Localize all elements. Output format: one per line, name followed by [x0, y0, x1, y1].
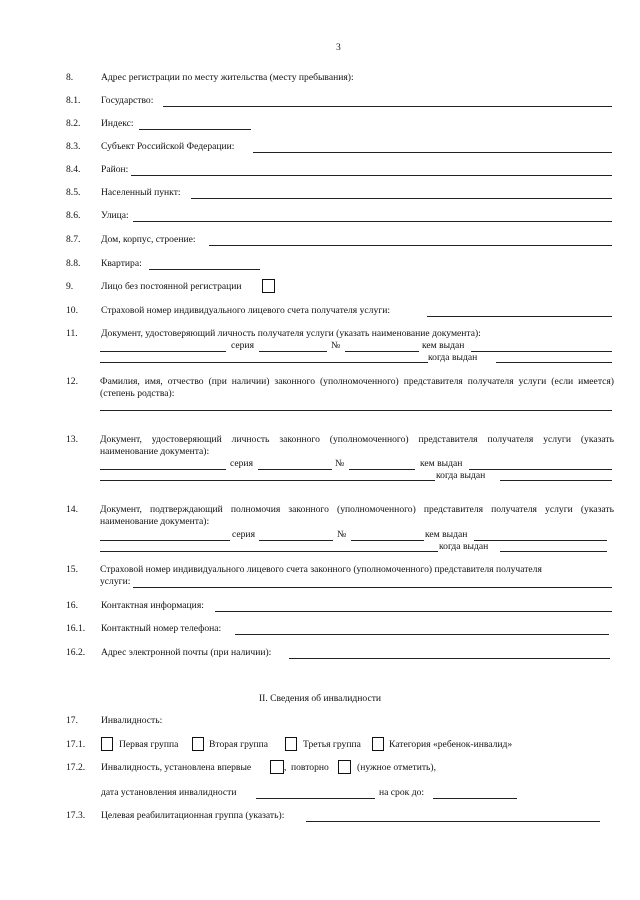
- group-3-checkbox[interactable]: [285, 737, 297, 751]
- document-name-field[interactable]: [100, 469, 226, 470]
- issue-date-label: когда выдан: [436, 470, 486, 481]
- field-label: Населенный пункт:: [101, 187, 181, 198]
- field-label: Адрес регистрации по месту жительства (месту пребывания):: [101, 72, 354, 83]
- item-number: 8.1.: [66, 95, 81, 106]
- issued-by-field-continued[interactable]: [100, 480, 435, 481]
- item-number: 8.6.: [66, 210, 81, 221]
- item-number: 10.: [66, 305, 78, 316]
- field-label: Контактная информация:: [101, 600, 204, 611]
- item-number: 8.8.: [66, 258, 81, 269]
- apartment-field[interactable]: [149, 269, 260, 270]
- date-label: дата установления инвалидности: [101, 787, 237, 798]
- field-label: Улица:: [101, 210, 129, 221]
- item-number: 17.: [66, 715, 78, 726]
- phone-field[interactable]: [235, 634, 609, 635]
- document-name-field[interactable]: [100, 540, 230, 541]
- representative-snils-field[interactable]: [133, 587, 612, 588]
- issued-by-label: кем выдан: [425, 529, 468, 540]
- house-field[interactable]: [209, 245, 612, 246]
- field-label: Район:: [101, 164, 129, 175]
- issued-by-field-continued[interactable]: [100, 362, 428, 363]
- field-label: Квартира:: [101, 258, 142, 269]
- issue-date-label: когда выдан: [428, 352, 478, 363]
- field-label-continued: услуги:: [100, 576, 131, 587]
- item-number: 16.2.: [66, 647, 86, 658]
- item-number: 12.: [66, 376, 78, 387]
- number-field[interactable]: [345, 351, 419, 352]
- locality-field[interactable]: [191, 198, 612, 199]
- series-field[interactable]: [259, 351, 327, 352]
- first-time-checkbox[interactable]: [270, 760, 287, 774]
- issue-date-label: когда выдан: [439, 541, 489, 552]
- group-1-label: Первая группа: [119, 739, 179, 750]
- no-registration-checkbox[interactable]: [262, 279, 275, 293]
- field-label: Страховой номер индивидуального лицевого счета законного (уполномоченного) представителя получателя: [100, 564, 542, 575]
- term-label: на срок до:: [379, 787, 425, 798]
- item-number: 17.2.: [66, 762, 86, 773]
- field-label: Инвалидность:: [101, 715, 163, 726]
- series-field[interactable]: [258, 469, 332, 470]
- item-number: 8.3.: [66, 141, 81, 152]
- child-disabled-checkbox[interactable]: [372, 737, 384, 751]
- contact-info-field[interactable]: [215, 611, 612, 612]
- group-1-checkbox[interactable]: [101, 737, 113, 751]
- snils-field[interactable]: [427, 316, 612, 317]
- series-field[interactable]: [259, 540, 333, 541]
- field-label: Инвалидность, установлена впервые: [101, 762, 252, 773]
- item-number: 11.: [66, 328, 78, 339]
- repeat-checkbox[interactable]: [338, 760, 351, 774]
- issued-by-field[interactable]: [474, 540, 607, 541]
- repeat-label: повторно: [291, 762, 329, 773]
- page-number: 3: [336, 42, 341, 53]
- field-label: Государство:: [101, 95, 154, 106]
- street-field[interactable]: [133, 221, 612, 222]
- note-label: (нужное отметить),: [357, 762, 437, 773]
- item-number: 16.: [66, 600, 78, 611]
- email-field[interactable]: [289, 658, 610, 659]
- field-label: Целевая реабилитационная группа (указать):: [101, 810, 285, 821]
- item-number: 9.: [66, 281, 74, 292]
- field-label: Индекс:: [101, 118, 134, 129]
- series-label: серия: [231, 340, 254, 351]
- term-field[interactable]: [433, 798, 517, 799]
- item-number: 13.: [66, 434, 78, 445]
- separator: ,: [284, 762, 287, 773]
- state-field[interactable]: [163, 106, 612, 107]
- field-label: Документ, подтверждающий полномочия законного (уполномоченного) представителя получателя услуги (указать наименование документа):: [100, 504, 614, 527]
- number-label: №: [337, 529, 347, 540]
- group-3-label: Третья группа: [303, 739, 361, 750]
- region-field[interactable]: [253, 152, 612, 153]
- disability-date-field[interactable]: [256, 798, 375, 799]
- issued-by-label: кем выдан: [422, 340, 465, 351]
- item-number: 17.1.: [66, 739, 86, 750]
- issued-by-field-continued[interactable]: [100, 551, 438, 552]
- group-2-checkbox[interactable]: [192, 737, 204, 751]
- item-number: 16.1.: [66, 623, 86, 634]
- number-field[interactable]: [349, 469, 415, 470]
- field-label: Контактный номер телефона:: [101, 623, 222, 634]
- item-number: 17.3.: [66, 810, 86, 821]
- number-field[interactable]: [351, 540, 424, 541]
- district-field[interactable]: [131, 175, 612, 176]
- issue-date-field[interactable]: [496, 362, 612, 363]
- field-label: Документ, удостоверяющий личность законного (уполномоченного) представителя получателя услуги (указать наименование документа):: [100, 434, 614, 457]
- group-2-label: Вторая группа: [209, 739, 269, 750]
- issued-by-field[interactable]: [471, 351, 612, 352]
- field-label: Адрес электронной почты (при наличии):: [101, 647, 272, 658]
- rehab-group-field[interactable]: [306, 821, 600, 822]
- field-label: Субъект Российской Федерации:: [101, 141, 235, 152]
- field-label: Страховой номер индивидуального лицевого счета получателя услуги:: [101, 305, 390, 316]
- document-name-field[interactable]: [100, 351, 226, 352]
- field-label: Дом, корпус, строение:: [101, 234, 196, 245]
- field-label: Фамилия, имя, отчество (при наличии) законного (уполномоченного) представителя получателя услуги (если имеется) (степень родства):: [100, 376, 614, 399]
- child-disabled-label: Категория «ребенок-инвалид»: [389, 739, 513, 750]
- field-label: Документ, удостоверяющий личность получателя услуги (указать наименование документа):: [101, 328, 481, 339]
- item-number: 8.4.: [66, 164, 81, 175]
- field-label: Лицо без постоянной регистрации: [101, 281, 242, 292]
- issued-by-field[interactable]: [469, 469, 612, 470]
- series-label: серия: [230, 458, 253, 469]
- item-number: 8.: [66, 72, 74, 83]
- item-number: 15.: [66, 564, 78, 575]
- item-number: 8.2.: [66, 118, 81, 129]
- representative-name-field[interactable]: [100, 410, 612, 411]
- series-label: серия: [232, 529, 255, 540]
- issue-date-field[interactable]: [500, 480, 612, 481]
- item-number: 14.: [66, 504, 78, 515]
- issue-date-field[interactable]: [500, 551, 607, 552]
- number-label: №: [331, 340, 341, 351]
- section-title: II. Сведения об инвалидности: [258, 693, 382, 704]
- item-number: 8.5.: [66, 187, 81, 198]
- item-number: 8.7.: [66, 234, 81, 245]
- number-label: №: [335, 458, 345, 469]
- postal-index-field[interactable]: [139, 129, 251, 130]
- issued-by-label: кем выдан: [420, 458, 463, 469]
